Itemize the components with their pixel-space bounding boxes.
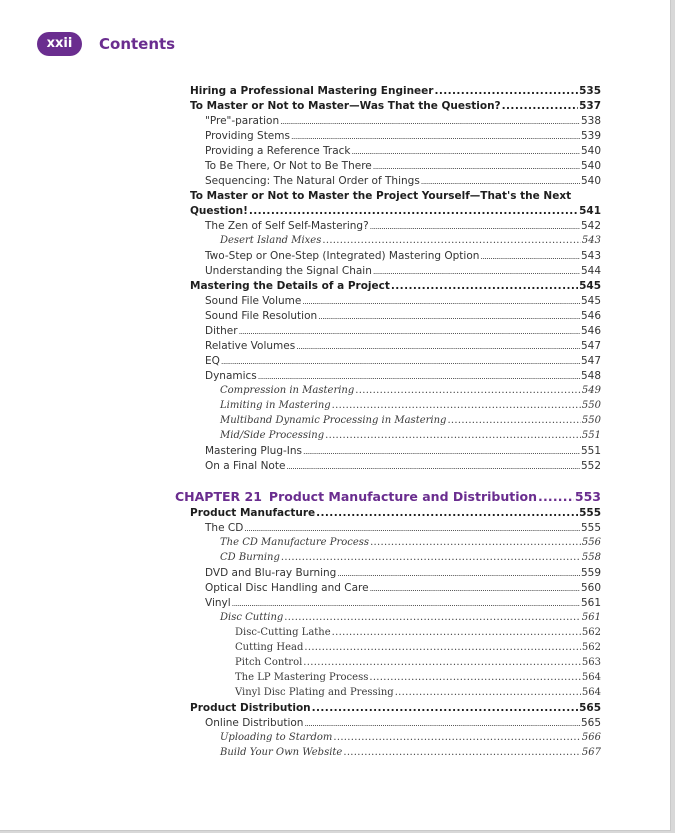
toc-page-number: 540 — [580, 145, 601, 157]
toc-entry-title: Vinyl — [205, 597, 231, 609]
toc-entry-title: Online Distribution — [205, 717, 304, 729]
dot-leader — [370, 582, 580, 594]
toc-page-number: 543 — [580, 250, 601, 262]
toc-entry-level-1[interactable] — [190, 507, 601, 519]
toc-entry-title: Sound File Volume — [205, 295, 302, 307]
toc-page-number: 567 — [581, 747, 601, 758]
toc-entry-level-2[interactable] — [205, 310, 601, 322]
dot-leader — [322, 235, 581, 246]
toc-entry-level-1[interactable] — [190, 280, 601, 292]
toc-entry-level-2[interactable] — [205, 597, 601, 609]
toc-entry-title: Sequencing: The Natural Order of Things — [205, 175, 420, 187]
running-header-title: Contents — [99, 35, 176, 53]
dot-leader — [280, 115, 580, 127]
toc-entry-title: Cutting Head — [235, 642, 304, 653]
toc-page-number: 546 — [580, 310, 601, 322]
dot-leader — [249, 205, 578, 217]
toc-page-number: 551 — [580, 445, 601, 457]
toc-page-number: 560 — [580, 582, 601, 594]
toc-entry-title: EQ — [205, 355, 220, 367]
toc-entry-level-2[interactable] — [205, 445, 601, 457]
dot-leader — [303, 657, 581, 668]
toc-page-number: 552 — [580, 460, 601, 472]
dot-leader — [325, 430, 581, 441]
dot-leader — [304, 642, 581, 653]
toc-entry-title: CD Burning — [220, 552, 280, 563]
toc-page-number: 555 — [579, 507, 601, 519]
toc-page-number: 538 — [580, 115, 601, 127]
toc-entry-level-3[interactable] — [220, 400, 601, 411]
toc-page-number: 547 — [580, 355, 601, 367]
toc-entry-title: Relative Volumes — [205, 340, 296, 352]
toc-entry-level-3[interactable] — [220, 385, 601, 396]
toc-entry-title: On a Final Note — [205, 460, 286, 472]
dot-leader — [332, 400, 581, 411]
toc-entry-level-2[interactable] — [205, 567, 601, 579]
toc-entry-level-2[interactable] — [205, 325, 601, 337]
toc-entry-level-3[interactable] — [220, 235, 601, 246]
dot-leader — [370, 220, 580, 232]
toc-page-number: 565 — [580, 717, 601, 729]
toc-entry-level-3[interactable] — [220, 537, 601, 548]
toc-entry-title-line: To Master or Not to Master the Project Yourself—That's the Next — [190, 190, 572, 202]
toc-entry-level-3[interactable] — [220, 732, 601, 743]
toc-page-number: 550 — [581, 415, 601, 426]
toc-page-number: 545 — [580, 295, 601, 307]
toc-entry-title: Dither — [205, 325, 238, 337]
toc-chapter-entry[interactable] — [175, 489, 601, 504]
toc-entry-level-3[interactable] — [220, 612, 601, 623]
toc-entry-title: Understanding the Signal Chain — [205, 265, 372, 277]
toc-entry-title: Providing Stems — [205, 130, 290, 142]
toc-entry-level-2[interactable] — [205, 340, 601, 352]
toc-entry-title: The Zen of Self Self-Mastering? — [205, 220, 369, 232]
toc-page-number: 561 — [581, 612, 601, 623]
toc-entry-level-1[interactable] — [190, 190, 601, 217]
toc-entry-title: To Master or Not to Master—Was That the Question? — [190, 100, 501, 112]
toc-page-number: 546 — [580, 325, 601, 337]
dot-leader — [373, 265, 580, 277]
toc-page-number: 562 — [581, 627, 601, 638]
dot-leader — [391, 280, 578, 292]
dot-leader — [370, 537, 581, 548]
toc-entry-level-2[interactable] — [205, 130, 601, 142]
toc-page-number: 537 — [579, 100, 601, 112]
toc-page-number: 545 — [579, 280, 601, 292]
toc-page-number: 540 — [580, 160, 601, 172]
toc-entry-level-3[interactable] — [220, 747, 601, 758]
toc-page-number: 541 — [579, 205, 601, 217]
toc-entry-title: Build Your Own Website — [220, 747, 343, 758]
dot-leader — [304, 717, 579, 729]
toc-entry-level-2[interactable] — [205, 295, 601, 307]
toc-entry-title: Dynamics — [205, 370, 257, 382]
dot-leader — [296, 340, 580, 352]
toc-entry-level-4[interactable] — [235, 657, 601, 668]
dot-leader — [447, 415, 580, 426]
toc-entry-title: Multiband Dynamic Processing in Mastering — [220, 415, 447, 426]
toc-entry-title: To Be There, Or Not to Be There — [205, 160, 372, 172]
toc-entry-level-2[interactable] — [205, 460, 601, 472]
dot-leader — [244, 522, 580, 534]
toc-entry-level-2[interactable] — [205, 145, 601, 157]
toc-entry-level-2[interactable] — [205, 220, 601, 232]
toc-entry-title: Product Manufacture — [190, 507, 316, 519]
toc-page-number: 563 — [581, 657, 601, 668]
toc-entry-level-2[interactable] — [205, 115, 601, 127]
toc-entry-level-2[interactable] — [205, 175, 601, 187]
toc-entry-title: Vinyl Disc Plating and Pressing — [235, 687, 394, 698]
dot-leader — [232, 597, 580, 609]
toc-entry-title: The LP Mastering Process — [235, 672, 369, 683]
toc-page-number: 543 — [581, 235, 601, 246]
toc-entry-level-2[interactable] — [205, 265, 601, 277]
dot-leader — [355, 385, 581, 396]
toc-page-number: 565 — [579, 702, 601, 714]
dot-leader — [421, 175, 580, 187]
dot-leader — [343, 747, 581, 758]
toc-entry-level-2[interactable] — [205, 370, 601, 382]
toc-page-number: 562 — [581, 642, 601, 653]
dot-leader — [352, 145, 580, 157]
toc-page-number: 535 — [579, 85, 601, 97]
dot-leader — [221, 355, 580, 367]
toc-entry-title: Mid/Side Processing — [220, 430, 325, 441]
toc-entry-title: "Pre"-paration — [205, 115, 280, 127]
dot-leader — [434, 85, 578, 97]
toc-entry-title: Two-Step or One-Step (Integrated) Mastering Option — [205, 250, 480, 262]
toc-page-number: 564 — [581, 687, 601, 698]
toc-page-number: 564 — [581, 672, 601, 683]
dot-leader — [281, 552, 581, 563]
toc-entry-title: Disc Cutting — [220, 612, 284, 623]
dot-leader — [395, 687, 581, 698]
toc-entry-level-2[interactable] — [205, 717, 601, 729]
toc-entry-level-1[interactable] — [190, 702, 601, 714]
toc-entry-title: Question! — [190, 205, 248, 217]
toc-entry-title: Product Manufacture and Distribution — [268, 489, 537, 504]
toc-page-number: 556 — [581, 537, 601, 548]
toc-entry-level-4[interactable] — [235, 672, 601, 683]
toc-entry-level-2[interactable] — [205, 582, 601, 594]
toc-entry-title: Compression in Mastering — [220, 385, 355, 396]
dot-leader — [303, 445, 580, 457]
toc-page-number: 549 — [581, 385, 601, 396]
toc-entry-title: Uploading to Stardom — [220, 732, 333, 743]
toc-entry-level-4[interactable] — [235, 687, 601, 698]
toc-entry-level-2[interactable] — [205, 522, 601, 534]
toc-page-number: 555 — [580, 522, 601, 534]
toc-page-number: 561 — [580, 597, 601, 609]
toc-entry-level-4[interactable] — [235, 642, 601, 653]
toc-entry-level-2[interactable] — [205, 355, 601, 367]
toc-entry-title: Product Distribution — [190, 702, 311, 714]
page-number-badge: xxii — [37, 32, 82, 56]
toc-page-number: 550 — [581, 400, 601, 411]
dot-leader — [373, 160, 580, 172]
dot-leader — [333, 732, 581, 743]
toc-page-number: 558 — [581, 552, 601, 563]
toc-page-number: 548 — [580, 370, 601, 382]
toc-entry-title: DVD and Blu-ray Burning — [205, 567, 337, 579]
toc-entry-level-1[interactable] — [190, 85, 601, 97]
toc-entry-level-3[interactable] — [220, 415, 601, 426]
toc-entry-title: Mastering Plug-Ins — [205, 445, 303, 457]
dot-leader — [369, 672, 581, 683]
toc-entry-title: Pitch Control — [235, 657, 303, 668]
chapter-number: CHAPTER 21 — [175, 489, 262, 504]
dot-leader — [239, 325, 580, 337]
toc-page-number: 559 — [580, 567, 601, 579]
toc-page-number: 542 — [580, 220, 601, 232]
dot-leader — [286, 460, 580, 472]
toc-entry-level-3[interactable] — [220, 552, 601, 563]
toc-entry-title: The CD — [205, 522, 244, 534]
toc-entry-level-2[interactable] — [205, 160, 601, 172]
toc-page-number: 544 — [580, 265, 601, 277]
toc-entry-title: Providing a Reference Track — [205, 145, 351, 157]
toc-page-number: 540 — [580, 175, 601, 187]
toc-entry-level-1[interactable] — [190, 100, 601, 112]
dot-leader — [332, 627, 581, 638]
toc-entry-level-3[interactable] — [220, 430, 601, 441]
toc-entry-title: Optical Disc Handling and Care — [205, 582, 369, 594]
toc-entry-title: Hiring a Professional Mastering Engineer — [190, 85, 434, 97]
dot-leader — [258, 370, 580, 382]
dot-leader — [318, 310, 580, 322]
dot-leader — [291, 130, 580, 142]
toc-page-number: 547 — [580, 340, 601, 352]
dot-leader — [337, 567, 580, 579]
dot-leader — [480, 250, 580, 262]
toc-entry-level-2[interactable] — [205, 250, 601, 262]
toc-entry-level-4[interactable] — [235, 627, 601, 638]
dot-leader — [316, 507, 578, 519]
toc-entry-title: Disc-Cutting Lathe — [235, 627, 331, 638]
dot-leader — [312, 702, 578, 714]
toc-entry-title: Limiting in Mastering — [220, 400, 331, 411]
toc-page-number: 551 — [581, 430, 601, 441]
dot-leader — [502, 100, 578, 112]
dot-leader — [538, 489, 574, 504]
toc-entry-title: Sound File Resolution — [205, 310, 318, 322]
toc-entry-title: The CD Manufacture Process — [220, 537, 370, 548]
toc-entry-title: Desert Island Mixes — [220, 235, 322, 246]
toc-entry-title: Mastering the Details of a Project — [190, 280, 390, 292]
toc-page-number: 566 — [581, 732, 601, 743]
dot-leader — [284, 612, 581, 623]
dot-leader — [302, 295, 580, 307]
toc-page-number: 539 — [580, 130, 601, 142]
toc-page-number: 553 — [574, 489, 601, 504]
